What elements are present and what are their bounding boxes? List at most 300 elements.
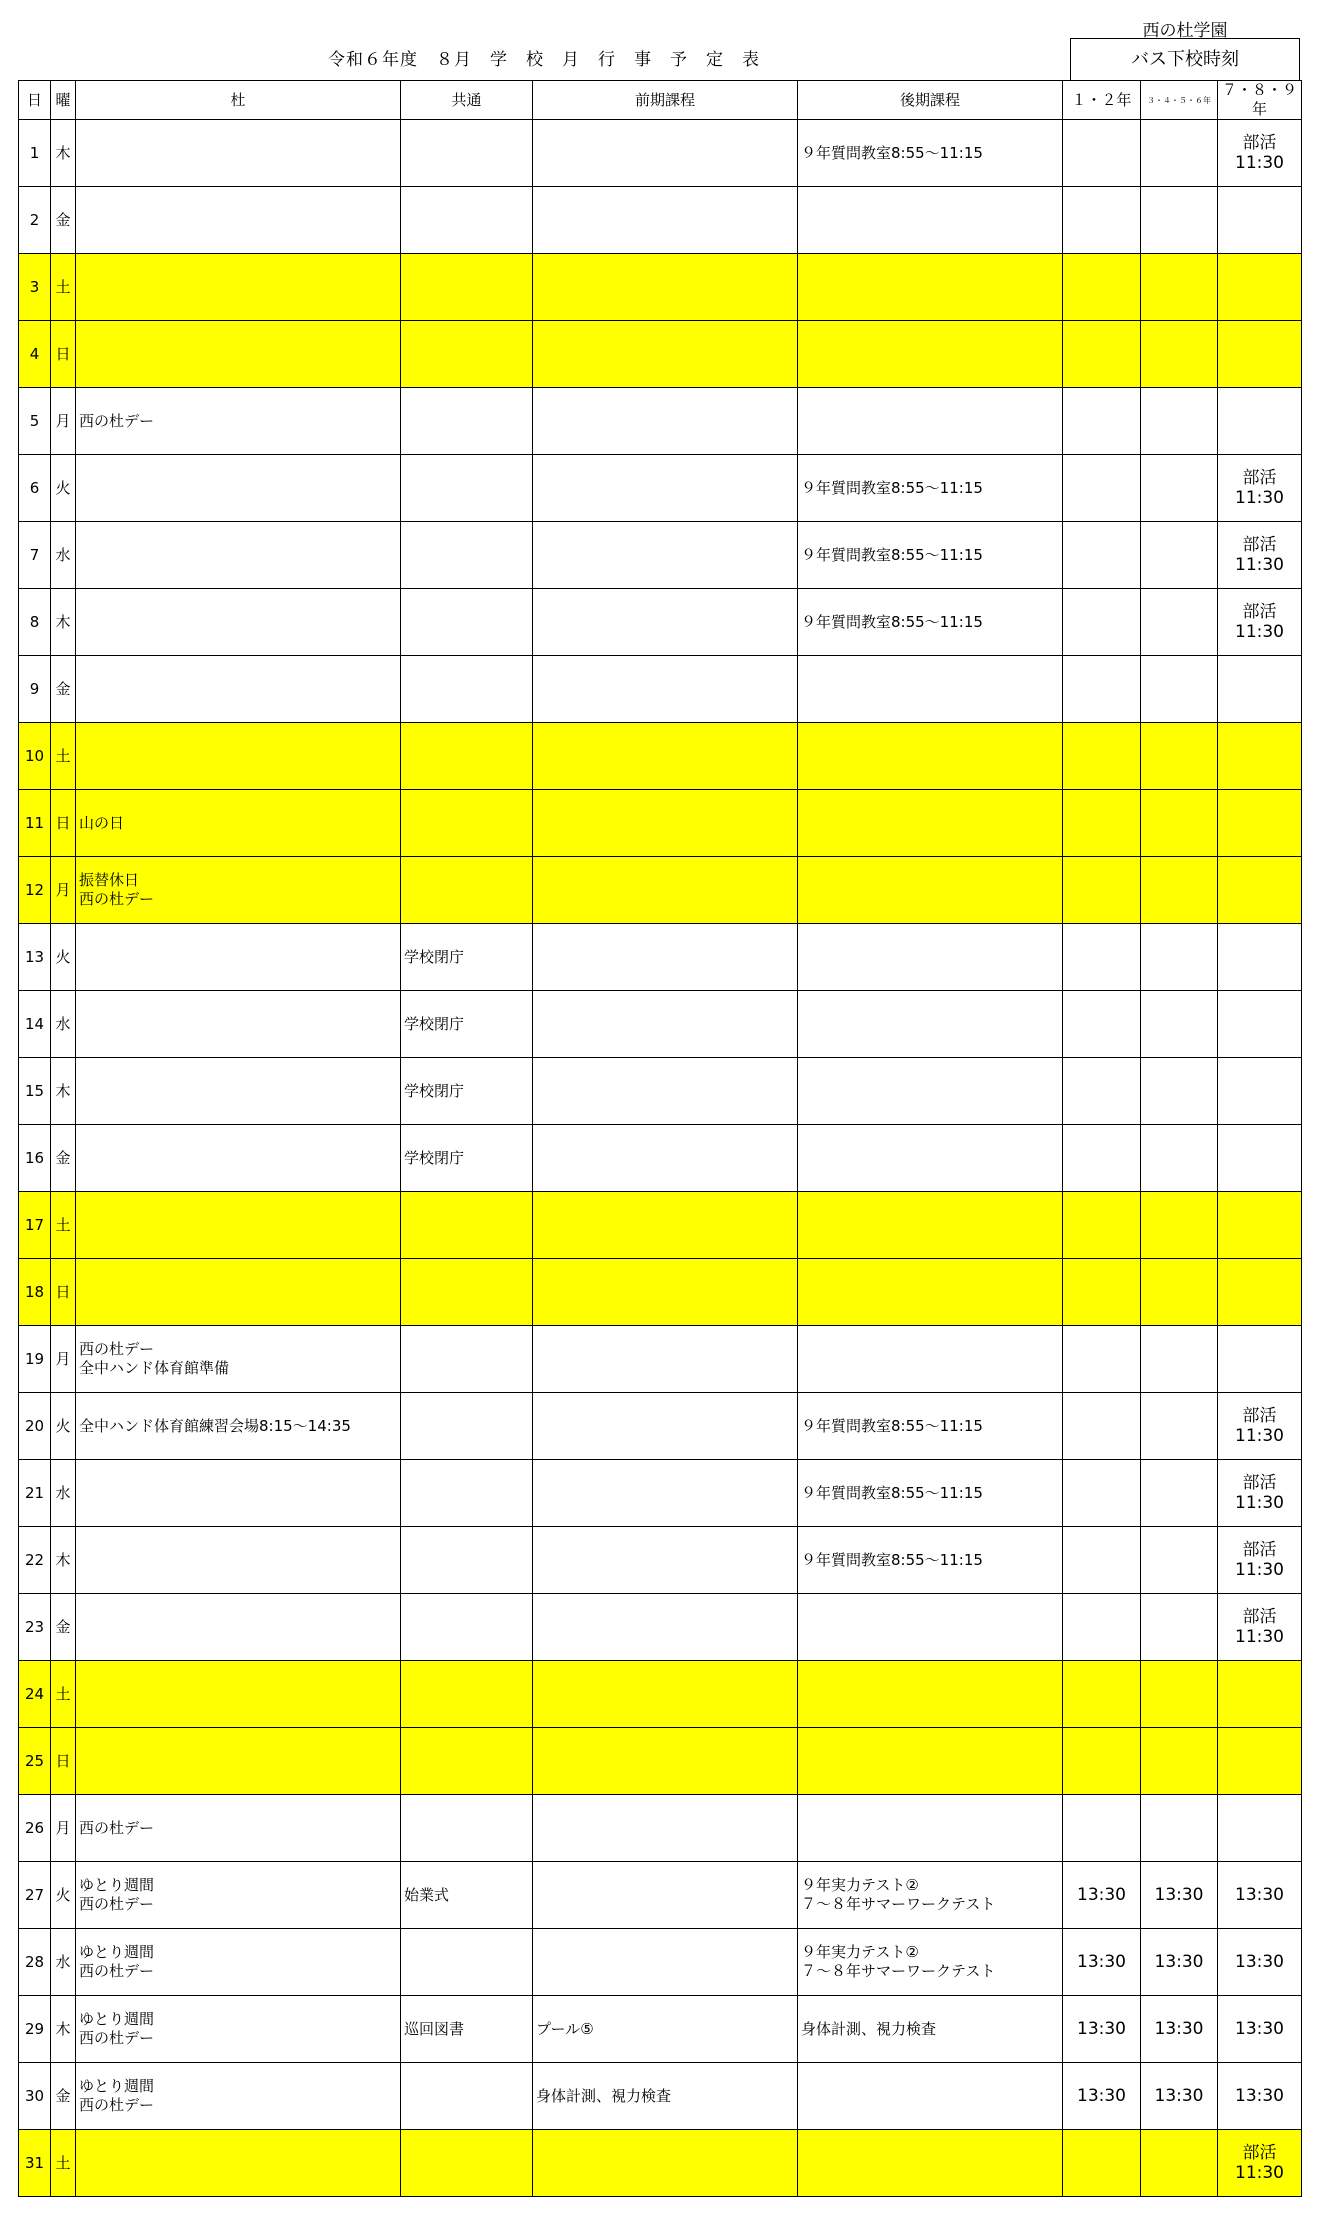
weekday-cell: 木 [51, 1058, 76, 1125]
bus-grade789-cell [1218, 1058, 1302, 1125]
kouki-cell [798, 656, 1063, 723]
common-cell [401, 254, 533, 321]
bus-grade12-cell [1063, 455, 1141, 522]
kouki-cell: 身体計測、視力検査 [798, 1996, 1063, 2063]
weekday-cell: 水 [51, 991, 76, 1058]
table-row [19, 321, 1302, 388]
mori-cell [76, 1661, 401, 1728]
day-cell: 5 [19, 388, 51, 455]
bus-grade789-cell [1218, 321, 1302, 388]
table-row [19, 2063, 1302, 2130]
common-cell: 巡回図書 [401, 1996, 533, 2063]
day-cell: 20 [19, 1393, 51, 1460]
bus-grade789-cell: 13:30 [1218, 1862, 1302, 1929]
table-row [19, 1527, 1302, 1594]
mori-cell: 全中ハンド体育館練習会場8:15～14:35 [76, 1393, 401, 1460]
col-header-bus-grade3456: ３・４・５・６年 [1141, 81, 1218, 120]
kouki-cell [798, 321, 1063, 388]
weekday-cell: 水 [51, 1929, 76, 1996]
mori-cell [76, 991, 401, 1058]
bus-grade3456-cell [1141, 455, 1218, 522]
kouki-cell: ９年質問教室8:55～11:15 [798, 522, 1063, 589]
common-cell [401, 1192, 533, 1259]
weekday-cell: 月 [51, 1795, 76, 1862]
mori-cell [76, 589, 401, 656]
bus-grade3456-cell [1141, 1192, 1218, 1259]
mori-cell: 山の日 [76, 790, 401, 857]
bus-grade12-cell [1063, 924, 1141, 991]
day-cell: 11 [19, 790, 51, 857]
kouki-cell [798, 924, 1063, 991]
bus-grade3456-cell [1141, 254, 1218, 321]
zenki-cell: 身体計測、視力検査 [533, 2063, 798, 2130]
day-cell: 27 [19, 1862, 51, 1929]
zenki-cell [533, 1125, 798, 1192]
weekday-cell: 日 [51, 1728, 76, 1795]
weekday-cell: 月 [51, 1326, 76, 1393]
day-cell: 22 [19, 1527, 51, 1594]
mori-cell [76, 1192, 401, 1259]
day-cell: 15 [19, 1058, 51, 1125]
page-title: 令和６年度 ８月 学 校 月 行 事 予 定 表 [328, 50, 760, 70]
mori-cell [76, 656, 401, 723]
common-cell [401, 656, 533, 723]
table-header-row [19, 81, 1302, 120]
day-cell: 28 [19, 1929, 51, 1996]
bus-grade3456-cell [1141, 723, 1218, 790]
bus-grade3456-cell [1141, 1460, 1218, 1527]
table-row [19, 1728, 1302, 1795]
table-row [19, 1058, 1302, 1125]
bus-grade789-cell: 部活 11:30 [1218, 589, 1302, 656]
zenki-cell [533, 388, 798, 455]
kouki-cell: ９年実力テスト② ７～８年サマーワークテスト [798, 1929, 1063, 1996]
bus-grade3456-cell [1141, 1125, 1218, 1192]
bus-grade3456-cell [1141, 1728, 1218, 1795]
bus-grade12-cell [1063, 522, 1141, 589]
bus-grade789-cell: 部活 11:30 [1218, 2130, 1302, 2197]
day-cell: 3 [19, 254, 51, 321]
kouki-cell [798, 991, 1063, 1058]
col-header-bus-grade789: ７・８・９年 [1218, 81, 1302, 120]
zenki-cell [533, 1862, 798, 1929]
common-cell [401, 589, 533, 656]
bus-grade789-cell: 部活 11:30 [1218, 1460, 1302, 1527]
mori-cell: 西の杜デー 全中ハンド体育館準備 [76, 1326, 401, 1393]
kouki-cell [798, 254, 1063, 321]
common-cell: 学校閉庁 [401, 1058, 533, 1125]
common-cell [401, 1728, 533, 1795]
weekday-cell: 土 [51, 723, 76, 790]
mori-cell: 西の杜デー [76, 388, 401, 455]
table-row [19, 991, 1302, 1058]
bus-grade12-cell [1063, 254, 1141, 321]
table-row [19, 1594, 1302, 1661]
day-cell: 4 [19, 321, 51, 388]
bus-grade3456-cell [1141, 120, 1218, 187]
common-cell [401, 1393, 533, 1460]
kouki-cell: ９年質問教室8:55～11:15 [798, 1527, 1063, 1594]
bus-grade12-cell [1063, 321, 1141, 388]
bus-grade789-cell: 部活 11:30 [1218, 455, 1302, 522]
bus-grade3456-cell [1141, 1661, 1218, 1728]
zenki-cell [533, 1259, 798, 1326]
weekday-cell: 日 [51, 1259, 76, 1326]
bus-schedule-header: バス下校時刻 [1070, 38, 1300, 80]
bus-grade3456-cell [1141, 1795, 1218, 1862]
table-row [19, 790, 1302, 857]
bus-grade3456-cell [1141, 1259, 1218, 1326]
bus-grade3456-cell [1141, 2130, 1218, 2197]
table-row [19, 1661, 1302, 1728]
common-cell [401, 1661, 533, 1728]
bus-grade12-cell [1063, 1192, 1141, 1259]
common-cell [401, 857, 533, 924]
zenki-cell [533, 2130, 798, 2197]
schedule-table [18, 80, 1302, 2197]
bus-grade3456-cell: 13:30 [1141, 1996, 1218, 2063]
zenki-cell [533, 1594, 798, 1661]
zenki-cell [533, 187, 798, 254]
weekday-cell: 水 [51, 522, 76, 589]
bus-grade3456-cell [1141, 857, 1218, 924]
bus-grade3456-cell: 13:30 [1141, 2063, 1218, 2130]
col-header-bus-grade12: １・２年 [1063, 81, 1141, 120]
bus-grade3456-cell [1141, 1594, 1218, 1661]
bus-grade12-cell: 13:30 [1063, 2063, 1141, 2130]
table-row [19, 723, 1302, 790]
day-cell: 18 [19, 1259, 51, 1326]
zenki-cell [533, 790, 798, 857]
bus-grade3456-cell [1141, 522, 1218, 589]
weekday-cell: 火 [51, 455, 76, 522]
bus-grade3456-cell [1141, 790, 1218, 857]
bus-grade789-cell: 13:30 [1218, 1929, 1302, 1996]
bus-grade789-cell [1218, 1661, 1302, 1728]
zenki-cell [533, 120, 798, 187]
bus-grade3456-cell [1141, 1058, 1218, 1125]
zenki-cell [533, 1192, 798, 1259]
bus-grade12-cell [1063, 187, 1141, 254]
bus-grade3456-cell [1141, 924, 1218, 991]
bus-grade3456-cell [1141, 1393, 1218, 1460]
table-row [19, 522, 1302, 589]
bus-grade789-cell [1218, 723, 1302, 790]
table-row [19, 1192, 1302, 1259]
table-row [19, 1460, 1302, 1527]
table-row [19, 1862, 1302, 1929]
mori-cell [76, 455, 401, 522]
bus-grade12-cell [1063, 1728, 1141, 1795]
bus-grade12-cell [1063, 120, 1141, 187]
common-cell: 学校閉庁 [401, 1125, 533, 1192]
bus-grade12-cell: 13:30 [1063, 1929, 1141, 1996]
kouki-cell [798, 723, 1063, 790]
zenki-cell [533, 1058, 798, 1125]
bus-grade3456-cell [1141, 1527, 1218, 1594]
bus-grade789-cell [1218, 924, 1302, 991]
table-row [19, 924, 1302, 991]
bus-grade12-cell [1063, 790, 1141, 857]
kouki-cell: ９年質問教室8:55～11:15 [798, 120, 1063, 187]
bus-grade789-cell [1218, 1125, 1302, 1192]
common-cell: 始業式 [401, 1862, 533, 1929]
bus-grade3456-cell [1141, 656, 1218, 723]
day-cell: 16 [19, 1125, 51, 1192]
bus-grade12-cell [1063, 991, 1141, 1058]
mori-cell [76, 1527, 401, 1594]
weekday-cell: 日 [51, 321, 76, 388]
bus-grade789-cell [1218, 656, 1302, 723]
table-row [19, 1996, 1302, 2063]
mori-cell [76, 522, 401, 589]
common-cell [401, 1795, 533, 1862]
bus-grade3456-cell: 13:30 [1141, 1862, 1218, 1929]
kouki-cell [798, 2063, 1063, 2130]
weekday-cell: 木 [51, 589, 76, 656]
common-cell [401, 1594, 533, 1661]
bus-grade789-cell [1218, 1795, 1302, 1862]
bus-grade789-cell [1218, 991, 1302, 1058]
zenki-cell [533, 321, 798, 388]
zenki-cell [533, 1326, 798, 1393]
weekday-cell: 金 [51, 187, 76, 254]
kouki-cell [798, 1594, 1063, 1661]
day-cell: 21 [19, 1460, 51, 1527]
mori-cell [76, 254, 401, 321]
table-row [19, 187, 1302, 254]
bus-grade12-cell [1063, 388, 1141, 455]
zenki-cell [533, 455, 798, 522]
weekday-cell: 金 [51, 1125, 76, 1192]
table-row [19, 1326, 1302, 1393]
bus-grade789-cell [1218, 187, 1302, 254]
mori-cell [76, 924, 401, 991]
zenki-cell [533, 857, 798, 924]
col-header-common: 共通 [401, 81, 533, 120]
zenki-cell [533, 656, 798, 723]
bus-grade789-cell [1218, 254, 1302, 321]
col-header-weekday: 曜 [51, 81, 76, 120]
weekday-cell: 木 [51, 1996, 76, 2063]
bus-grade12-cell [1063, 723, 1141, 790]
table-row [19, 656, 1302, 723]
bus-grade3456-cell: 13:30 [1141, 1929, 1218, 1996]
common-cell [401, 2130, 533, 2197]
bus-grade12-cell [1063, 1326, 1141, 1393]
kouki-cell [798, 1259, 1063, 1326]
common-cell [401, 2063, 533, 2130]
kouki-cell [798, 1058, 1063, 1125]
weekday-cell: 日 [51, 790, 76, 857]
common-cell [401, 1929, 533, 1996]
table-row [19, 1393, 1302, 1460]
bus-grade12-cell [1063, 1125, 1141, 1192]
zenki-cell [533, 1728, 798, 1795]
day-cell: 31 [19, 2130, 51, 2197]
common-cell [401, 790, 533, 857]
bus-grade12-cell [1063, 656, 1141, 723]
day-cell: 13 [19, 924, 51, 991]
day-cell: 8 [19, 589, 51, 656]
bus-grade12-cell: 13:30 [1063, 1862, 1141, 1929]
table-row [19, 120, 1302, 187]
weekday-cell: 月 [51, 857, 76, 924]
table-row [19, 2130, 1302, 2197]
zenki-cell [533, 1460, 798, 1527]
bus-grade12-cell [1063, 1393, 1141, 1460]
bus-grade789-cell: 部活 11:30 [1218, 1594, 1302, 1661]
kouki-cell [798, 187, 1063, 254]
mori-cell [76, 187, 401, 254]
table-row [19, 857, 1302, 924]
day-cell: 24 [19, 1661, 51, 1728]
kouki-cell [798, 1728, 1063, 1795]
kouki-cell: ９年質問教室8:55～11:15 [798, 1393, 1063, 1460]
zenki-cell [533, 522, 798, 589]
bus-grade789-cell [1218, 1326, 1302, 1393]
kouki-cell [798, 1795, 1063, 1862]
weekday-cell: 火 [51, 924, 76, 991]
day-cell: 6 [19, 455, 51, 522]
kouki-cell [798, 790, 1063, 857]
kouki-cell [798, 1661, 1063, 1728]
day-cell: 29 [19, 1996, 51, 2063]
mori-cell: ゆとり週間 西の杜デー [76, 2063, 401, 2130]
day-cell: 2 [19, 187, 51, 254]
bus-grade789-cell: 13:30 [1218, 1996, 1302, 2063]
table-row [19, 1795, 1302, 1862]
mori-cell: 振替休日 西の杜デー [76, 857, 401, 924]
mori-cell [76, 1259, 401, 1326]
bus-grade12-cell: 13:30 [1063, 1996, 1141, 2063]
zenki-cell [533, 1661, 798, 1728]
day-cell: 7 [19, 522, 51, 589]
weekday-cell: 土 [51, 254, 76, 321]
bus-grade12-cell [1063, 1058, 1141, 1125]
bus-grade789-cell: 部活 11:30 [1218, 1527, 1302, 1594]
weekday-cell: 火 [51, 1862, 76, 1929]
bus-grade12-cell [1063, 1594, 1141, 1661]
common-cell [401, 120, 533, 187]
bus-grade789-cell [1218, 1259, 1302, 1326]
school-name: 西の杜学園 [1142, 21, 1228, 41]
weekday-cell: 火 [51, 1393, 76, 1460]
day-cell: 25 [19, 1728, 51, 1795]
common-cell [401, 187, 533, 254]
day-cell: 19 [19, 1326, 51, 1393]
mori-cell [76, 2130, 401, 2197]
kouki-cell [798, 2130, 1063, 2197]
mori-cell: ゆとり週間 西の杜デー [76, 1862, 401, 1929]
table-row [19, 1125, 1302, 1192]
bus-grade12-cell [1063, 1661, 1141, 1728]
weekday-cell: 木 [51, 120, 76, 187]
mori-cell [76, 120, 401, 187]
mori-cell [76, 1058, 401, 1125]
bus-grade789-cell: 部活 11:30 [1218, 522, 1302, 589]
common-cell [401, 455, 533, 522]
mori-cell: 西の杜デー [76, 1795, 401, 1862]
day-cell: 14 [19, 991, 51, 1058]
common-cell: 学校閉庁 [401, 991, 533, 1058]
bus-grade789-cell [1218, 857, 1302, 924]
weekday-cell: 土 [51, 2130, 76, 2197]
common-cell [401, 388, 533, 455]
kouki-cell: ９年質問教室8:55～11:15 [798, 1460, 1063, 1527]
bus-grade12-cell [1063, 589, 1141, 656]
bus-grade789-cell [1218, 790, 1302, 857]
common-cell [401, 1326, 533, 1393]
zenki-cell [533, 723, 798, 790]
bus-grade3456-cell [1141, 388, 1218, 455]
zenki-cell [533, 254, 798, 321]
mori-cell [76, 723, 401, 790]
col-header-zenki: 前期課程 [533, 81, 798, 120]
weekday-cell: 月 [51, 388, 76, 455]
weekday-cell: 土 [51, 1192, 76, 1259]
bus-grade3456-cell [1141, 187, 1218, 254]
kouki-cell [798, 1192, 1063, 1259]
zenki-cell [533, 1929, 798, 1996]
bus-grade12-cell [1063, 2130, 1141, 2197]
col-header-day: 日 [19, 81, 51, 120]
table-row [19, 254, 1302, 321]
mori-cell: ゆとり週間 西の杜デー [76, 1996, 401, 2063]
bus-grade3456-cell [1141, 589, 1218, 656]
bus-grade3456-cell [1141, 1326, 1218, 1393]
bus-grade789-cell: 13:30 [1218, 2063, 1302, 2130]
table-row [19, 589, 1302, 656]
bus-grade12-cell [1063, 1527, 1141, 1594]
zenki-cell [533, 1393, 798, 1460]
bus-grade3456-cell [1141, 321, 1218, 388]
day-cell: 30 [19, 2063, 51, 2130]
bus-grade12-cell [1063, 1460, 1141, 1527]
mori-cell [76, 1594, 401, 1661]
day-cell: 26 [19, 1795, 51, 1862]
kouki-cell [798, 388, 1063, 455]
bus-grade789-cell [1218, 1192, 1302, 1259]
common-cell [401, 1259, 533, 1326]
table-row [19, 1929, 1302, 1996]
weekday-cell: 金 [51, 2063, 76, 2130]
zenki-cell [533, 589, 798, 656]
mori-cell [76, 1728, 401, 1795]
table-row [19, 455, 1302, 522]
common-cell [401, 1460, 533, 1527]
table-row [19, 1259, 1302, 1326]
common-cell: 学校閉庁 [401, 924, 533, 991]
common-cell [401, 522, 533, 589]
bus-grade789-cell [1218, 388, 1302, 455]
kouki-cell [798, 1125, 1063, 1192]
bus-grade789-cell [1218, 1728, 1302, 1795]
bus-grade789-cell: 部活 11:30 [1218, 120, 1302, 187]
bus-grade3456-cell [1141, 991, 1218, 1058]
col-header-kouki: 後期課程 [798, 81, 1063, 120]
bus-grade12-cell [1063, 857, 1141, 924]
zenki-cell: プール⑤ [533, 1996, 798, 2063]
day-cell: 1 [19, 120, 51, 187]
mori-cell: ゆとり週間 西の杜デー [76, 1929, 401, 1996]
day-cell: 10 [19, 723, 51, 790]
kouki-cell [798, 857, 1063, 924]
day-cell: 9 [19, 656, 51, 723]
kouki-cell: ９年質問教室8:55～11:15 [798, 455, 1063, 522]
zenki-cell [533, 1527, 798, 1594]
zenki-cell [533, 1795, 798, 1862]
